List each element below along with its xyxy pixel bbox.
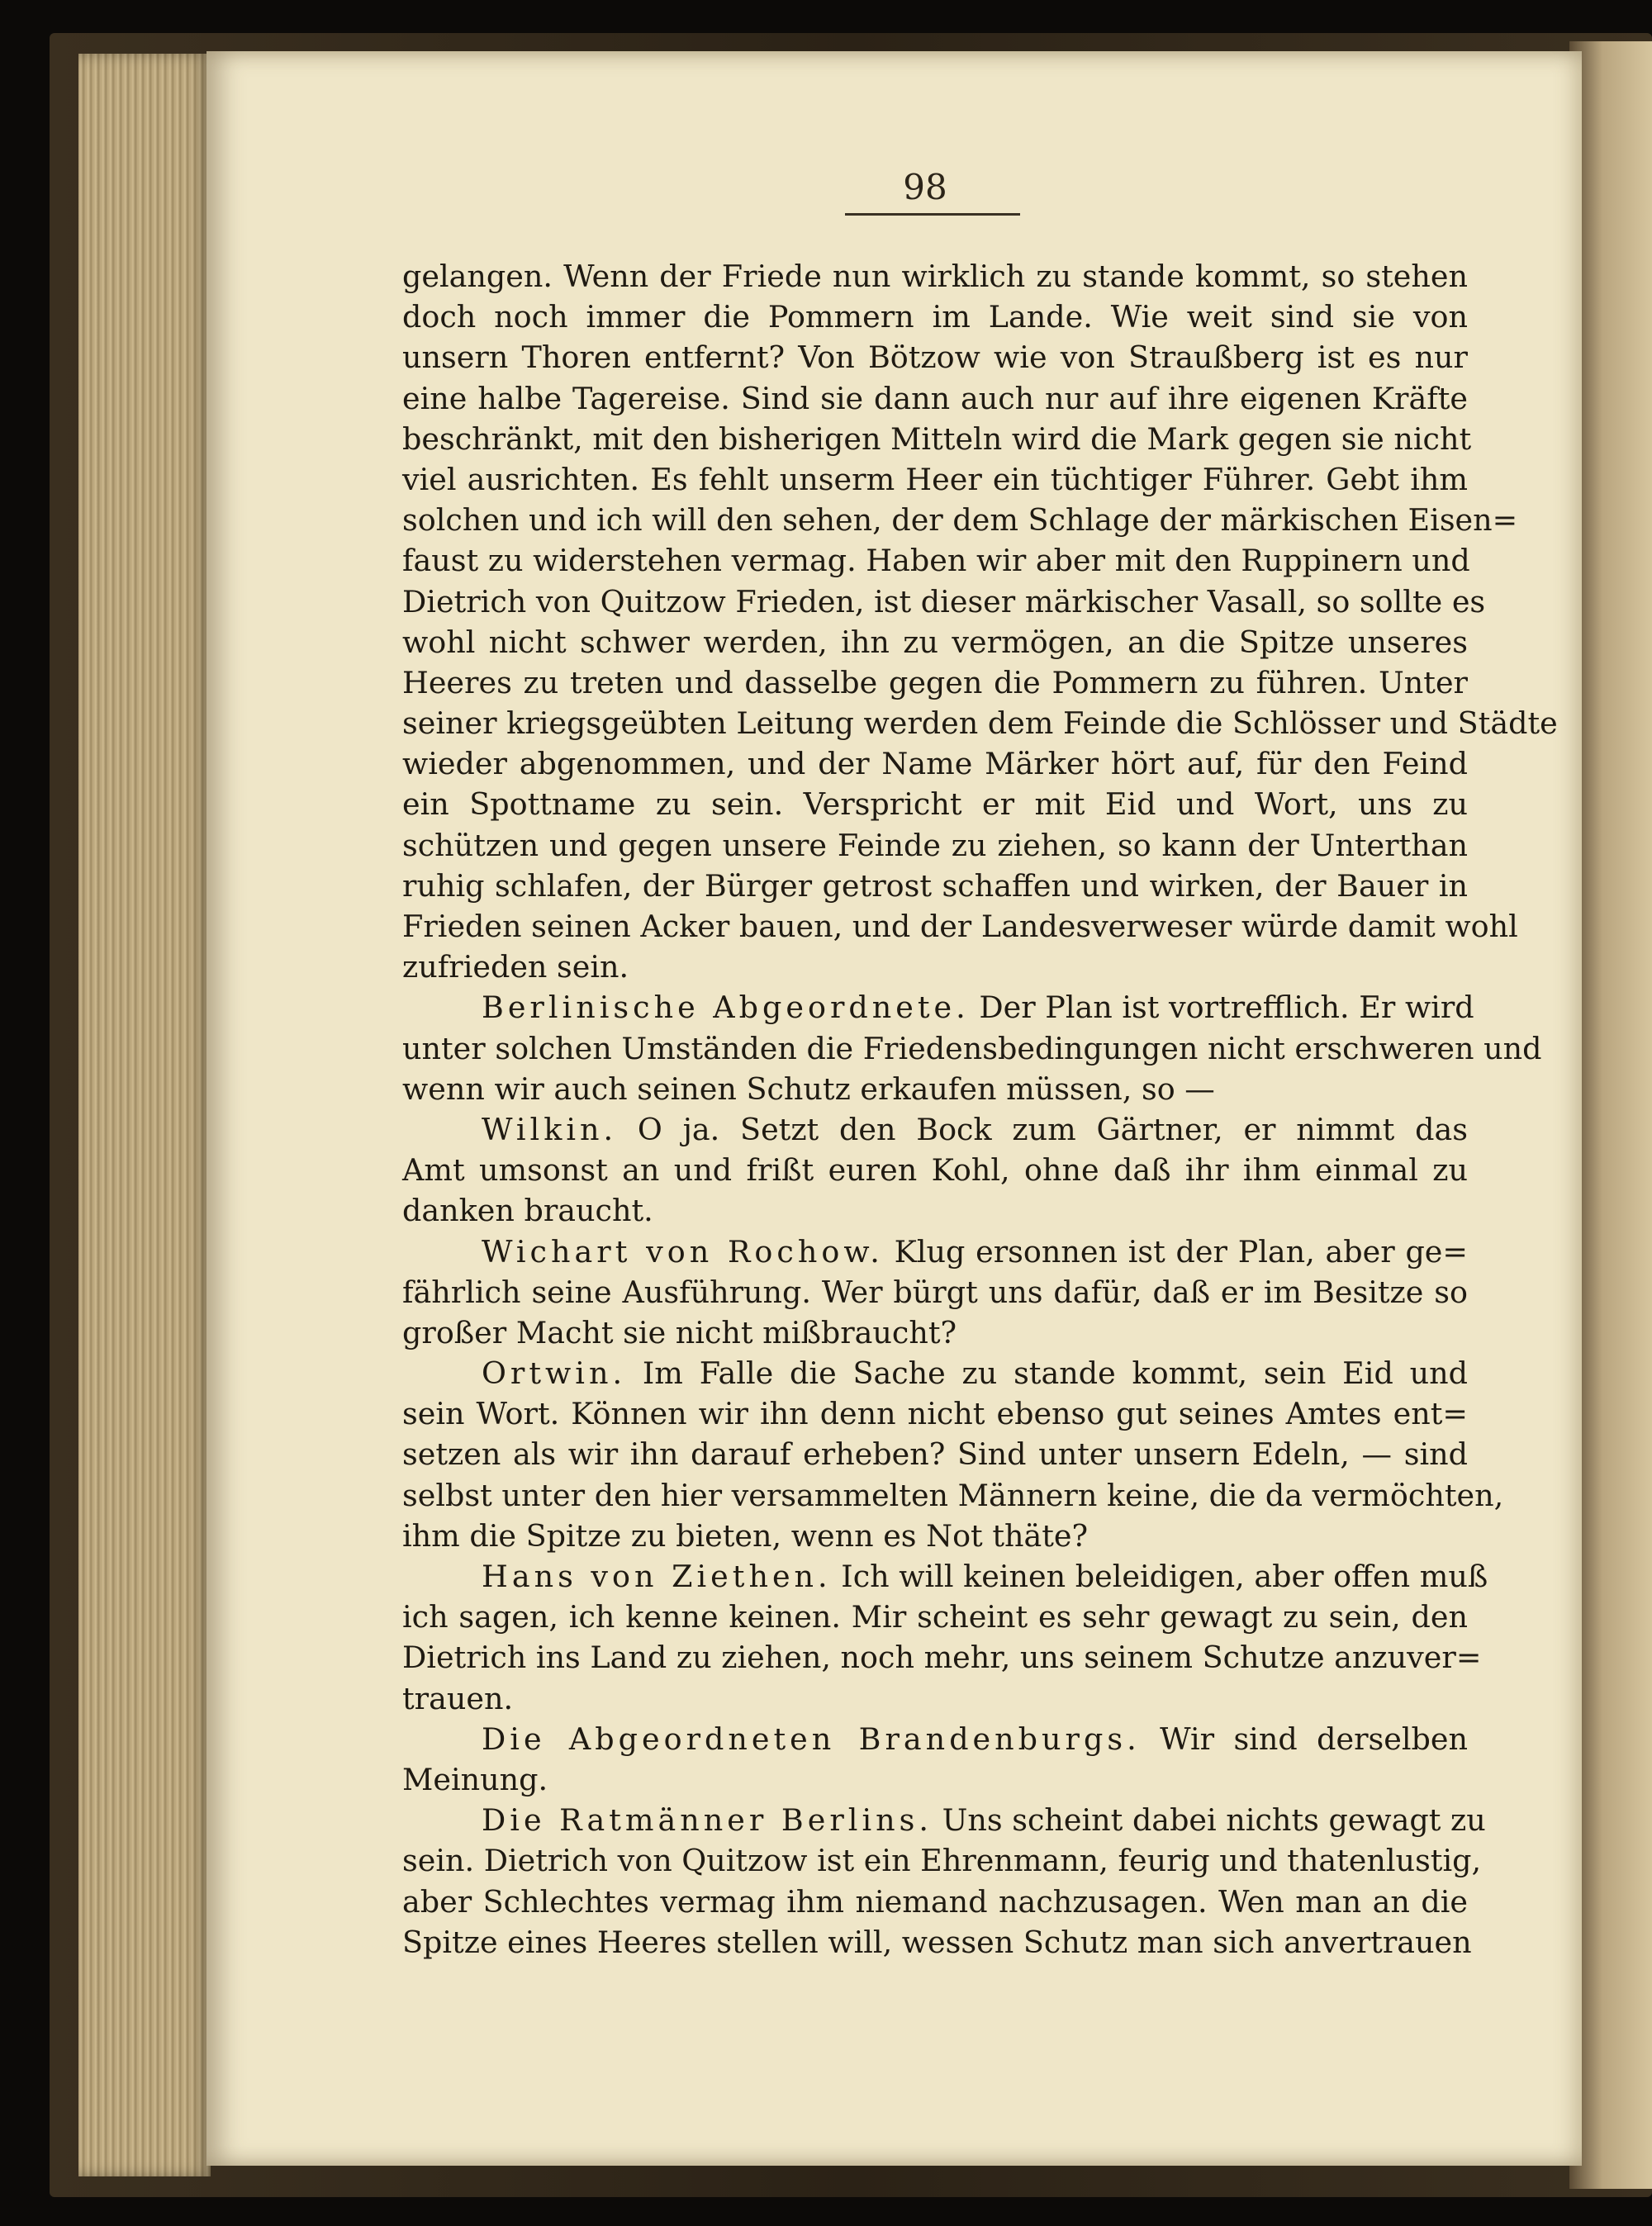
text-line: wieder abgenommen, und der Name Märker hört auf, für den Feind <box>402 746 1468 782</box>
text-line: eine halbe Tagereise. Sind sie dann auch nur auf ihre eigenen Kräfte <box>402 380 1468 416</box>
speaker-name: Wilkin. <box>482 1111 618 1147</box>
dialogue-line: Ortwin. Im Falle die Sache zu stande kommt, sein Eid und <box>482 1355 1468 1392</box>
dialogue-line: Berlinische Abgeordnete. Der Plan ist vortrefflich. Er wird <box>482 990 1474 1026</box>
text-line: schützen und gegen unsere Feinde zu ziehen, so kann der Unterthan <box>402 827 1468 863</box>
text-line: Dietrich ins Land zu ziehen, noch mehr, uns seinem Schutze anzuver= <box>402 1640 1482 1676</box>
page-edges <box>78 54 211 2176</box>
text-line: Spitze eines Heeres stellen will, wessen Schutz man sich anvertrauen <box>402 1924 1472 1960</box>
text-line: sein. Dietrich von Quitzow ist ein Ehrenmann, feurig und thatenlustig, <box>402 1843 1482 1879</box>
facing-page-edge <box>1569 41 1652 2189</box>
text-line: solchen und ich will den sehen, der dem Schlage der märkischen Eisen= <box>402 502 1518 539</box>
speaker-name: Die Ratmänner Berlins. <box>482 1802 933 1839</box>
dialogue-line: Die Abgeordneten Brandenburgs. Wir sind derselben <box>482 1721 1468 1757</box>
text-line: fährlich seine Ausführung. Wer bürgt uns dafür, daß er im Besitze so <box>402 1274 1468 1310</box>
text-line: faust zu widerstehen vermag. Haben wir aber mit den Ruppinern und <box>402 543 1470 579</box>
speaker-name: Hans von Ziethen. <box>482 1559 832 1594</box>
text-line: aber Schlechtes vermag ihm niemand nachzusagen. Wen man an die <box>402 1883 1468 1920</box>
speaker-name: Die Abgeordneten Brandenburgs. <box>482 1721 1141 1757</box>
text-line: doch noch immer die Pommern im Lande. Wie weit sind sie von <box>402 299 1468 335</box>
text-line: ihm die Spitze zu bieten, wenn es Not thäte? <box>402 1517 1089 1554</box>
page-number: 98 <box>903 167 947 207</box>
text-line: trauen. <box>402 1680 514 1716</box>
speaker-name: Ortwin. <box>482 1355 627 1392</box>
text-line: ich sagen, ich kenne keinen. Mir scheint es sehr gewagt zu sein, den <box>402 1599 1468 1635</box>
text-line: unter solchen Umständen die Friedensbedingungen nicht erschweren und <box>402 1030 1542 1066</box>
text-line: Meinung. <box>402 1761 548 1797</box>
text-line: großer Macht sie nicht mißbraucht? <box>402 1314 957 1350</box>
dialogue-line: Wilkin. O ja. Setzt den Bock zum Gärtner, er nimmt das <box>482 1111 1468 1147</box>
dialogue-line: Hans von Ziethen. Ich will keinen beleidigen, aber offen muß <box>482 1559 1488 1594</box>
speaker-name: Wichart von Rochow. <box>482 1233 884 1270</box>
text-line: selbst unter den hier versammelten Männern keine, die da vermöchten, <box>402 1477 1504 1513</box>
text-line: unsern Thoren entfernt? Von Bötzow wie von Straußberg ist es nur <box>402 339 1468 376</box>
text-line: viel ausrichten. Es fehlt unserm Heer ein tüchtiger Führer. Gebt ihm <box>402 461 1468 497</box>
text-line: Frieden seinen Acker bauen, und der Landesverweser würde damit wohl <box>402 909 1518 944</box>
dialogue-line: Wichart von Rochow. Klug ersonnen ist der Plan, aber ge= <box>482 1233 1468 1270</box>
text-block <box>402 256 1558 1963</box>
text-line: ein Spottname zu sein. Verspricht er mit Eid und Wort, uns zu <box>402 786 1468 823</box>
text-line: beschränkt, mit den bisherigen Mitteln wird die Mark gegen sie nicht <box>402 420 1472 457</box>
text-line: zufrieden sein. <box>402 949 629 985</box>
text-line: wenn wir auch seinen Schutz erkaufen müssen, so — <box>402 1070 1215 1107</box>
text-line: sein Wort. Können wir ihn denn nicht ebenso gut seines Amtes ent= <box>402 1396 1468 1432</box>
text-line: Heeres zu treten und dasselbe gegen die Pommern zu führen. Unter <box>402 664 1468 700</box>
text-line: Dietrich von Quitzow Frieden, ist dieser märkischer Vasall, so sollte es <box>402 583 1486 619</box>
dialogue-line: Die Ratmänner Berlins. Uns scheint dabei nichts gewagt zu <box>482 1802 1486 1839</box>
text-line: wohl nicht schwer werden, ihn zu vermögen, an die Spitze unseres <box>402 624 1468 660</box>
text-line: ruhig schlafen, der Bürger getrost schaffen und wirken, der Bauer in <box>402 867 1468 904</box>
speaker-name: Berlinische Abgeordnete. <box>482 990 970 1026</box>
text-line: Amt umsonst an und frißt euren Kohl, ohne daß ihr ihm einmal zu <box>402 1152 1468 1189</box>
text-line: danken braucht. <box>402 1193 653 1229</box>
text-line: gelangen. Wenn der Friede nun wirklich zu stande kommt, so stehen <box>402 259 1468 294</box>
text-line: seiner kriegsgeübten Leitung werden dem Feinde die Schlösser und Städte <box>402 705 1558 742</box>
text-line: setzen als wir ihn darauf erheben? Sind unter unsern Edeln, — sind <box>402 1436 1468 1473</box>
page-number-rule <box>845 213 1020 216</box>
